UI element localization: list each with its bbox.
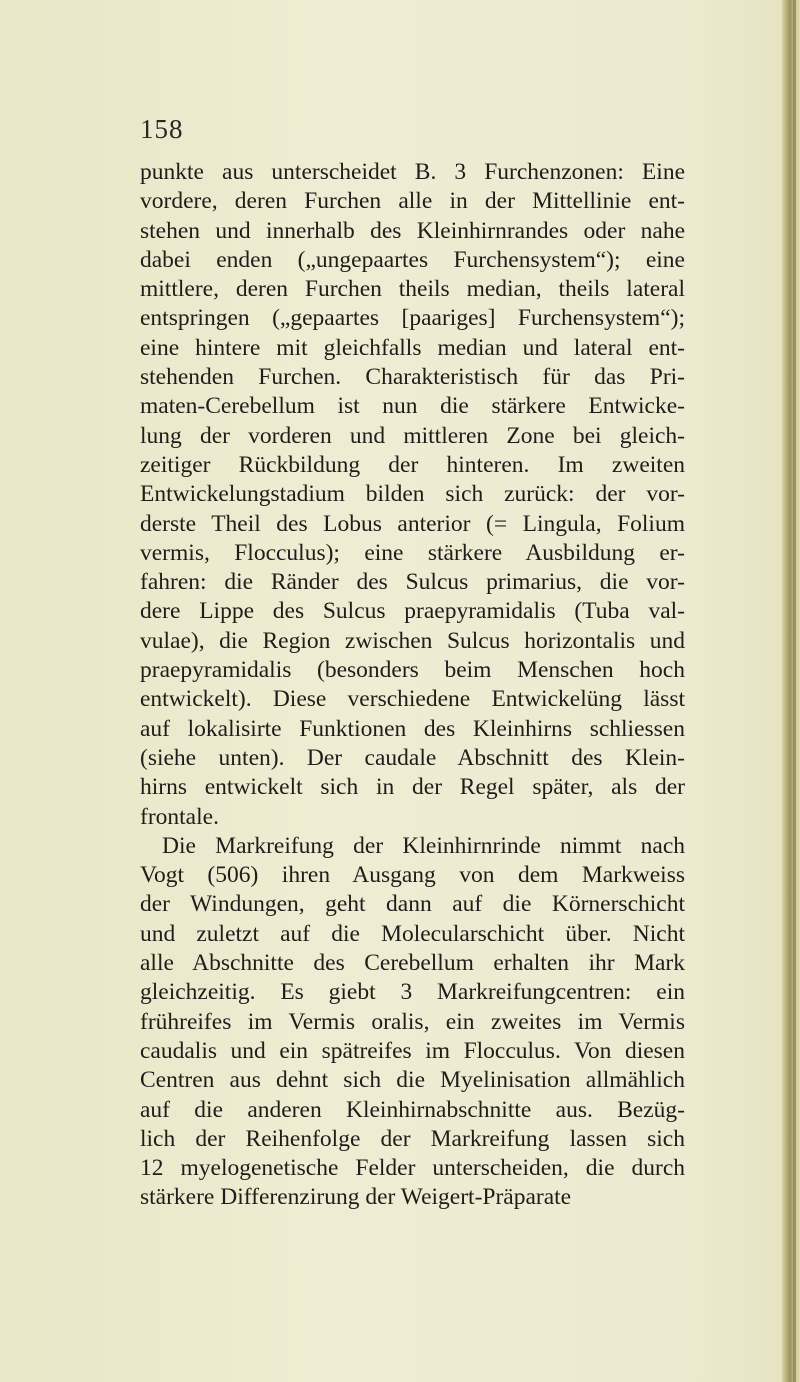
text-line: caudalis und ein spätreifes im Flocculus. Von diesen: [140, 1037, 685, 1064]
text-line: lich der Reihenfolge der Markreifung lassen sich: [140, 1125, 685, 1152]
page-edge-shadow: [793, 0, 796, 1382]
text-line: hirns entwickelt sich in der Regel später, als der: [140, 774, 685, 801]
page-number: 158: [140, 114, 184, 144]
text-line: lung der vorderen und mittleren Zone bei gleich-: [140, 422, 685, 449]
text-line: eine hintere mit gleichfalls median und lateral ent-: [140, 334, 685, 361]
text-line: frontale.: [140, 803, 219, 830]
text-line: stehenden Furchen. Charakteristisch für das Pri-: [140, 364, 685, 391]
text-line: Centren aus dehnt sich die Myelinisation allmählich: [140, 1067, 685, 1094]
text-line: entwickelt). Diese verschiedene Entwickelüng lässt: [140, 686, 685, 713]
page-edge: [782, 0, 800, 1382]
text-line: punkte aus unterscheidet B. 3 Furchenzonen: Eine: [140, 159, 685, 185]
text-line: 12 myelogenetische Felder unterscheiden, die durch: [140, 1155, 685, 1182]
text-line: vermis, Flocculus); eine stärkere Ausbildung er-: [140, 539, 685, 566]
text-line: auf die anderen Kleinhirnabschnitte aus. Bezüg-: [140, 1096, 685, 1123]
text-line: alle Abschnitte des Cerebellum erhalten ihr Mark: [140, 950, 685, 977]
text-line: der Windungen, geht dann auf die Körnerschicht: [140, 891, 685, 918]
text-line: Die Markreifung der Kleinhirnrinde nimmt nach: [162, 832, 685, 859]
text-line: maten-Cerebellum ist nun die stärkere Entwicke-: [140, 393, 685, 420]
text-line: stehen und innerhalb des Kleinhirnrandes oder nahe: [140, 217, 685, 244]
text-line: vulae), die Region zwischen Sulcus horizontalis und: [140, 627, 685, 654]
body-text: [140, 158, 685, 1213]
text-line: mittlere, deren Furchen theils median, theils lateral: [140, 276, 685, 303]
text-line: vordere, deren Furchen alle in der Mittellinie ent-: [140, 188, 685, 215]
text-line: frühreifes im Vermis oralis, ein zweites im Vermis: [140, 1008, 685, 1035]
text-line: derste Theil des Lobus anterior (= Lingula, Folium: [140, 510, 685, 537]
text-line: zeitiger Rückbildung der hinteren. Im zweiten: [140, 451, 685, 478]
text-line: dere Lippe des Sulcus praepyramidalis (Tuba val-: [140, 598, 685, 625]
text-line: fahren: die Ränder des Sulcus primarius, die vor-: [140, 569, 685, 596]
text-line: Entwickelungstadium bilden sich zurück: der vor-: [140, 481, 685, 508]
text-line: dabei enden („ungepaartes Furchensystem“); eine: [140, 246, 685, 273]
text-line: auf lokalisirte Funktionen des Kleinhirns schliessen: [140, 715, 685, 742]
text-line: stärkere Differenzirung der Weigert-Präparate: [140, 1184, 572, 1211]
text-line: praepyramidalis (besonders beim Menschen hoch: [140, 657, 685, 684]
text-line: gleichzeitig. Es giebt 3 Markreifungcentren: ein: [140, 979, 685, 1006]
text-line: Vogt (506) ihren Ausgang von dem Markweiss: [140, 862, 685, 889]
text-line: (siehe unten). Der caudale Abschnitt des Klein-: [140, 744, 685, 771]
text-line: und zuletzt auf die Molecularschicht über. Nicht: [140, 920, 685, 947]
text-line: entspringen („gepaartes [paariges] Furchensystem“);: [140, 305, 685, 332]
